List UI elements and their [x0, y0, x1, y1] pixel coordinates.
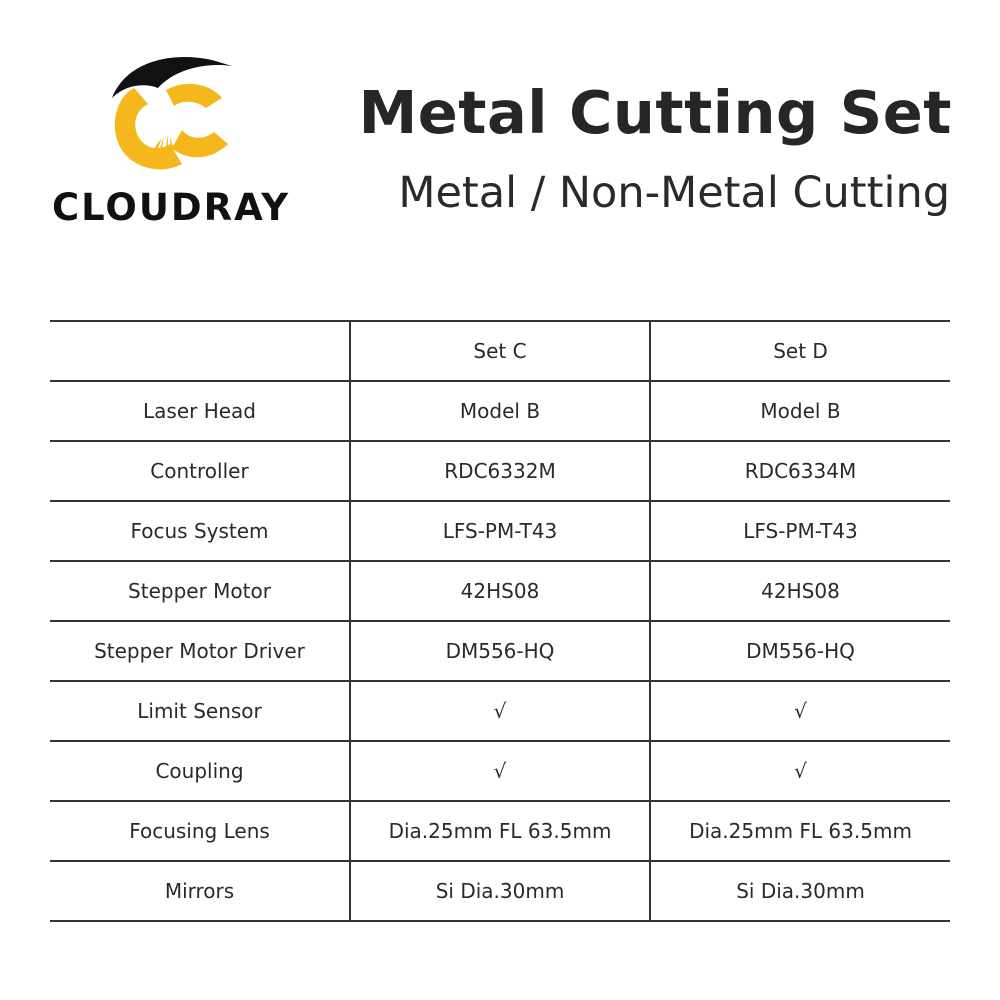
table-row	[50, 801, 950, 861]
table-header-row	[50, 321, 950, 381]
cell-set-c: Si Dia.30mm	[350, 861, 650, 921]
table-row	[50, 501, 950, 561]
cloudray-logo-icon	[104, 48, 244, 173]
row-label: Focusing Lens	[50, 801, 350, 861]
row-label: Focus System	[50, 501, 350, 561]
page-subtitle: Metal / Non-Metal Cutting	[398, 168, 950, 218]
cell-set-d: RDC6334M	[650, 441, 950, 501]
table-row	[50, 681, 950, 741]
row-label: Stepper Motor Driver	[50, 621, 350, 681]
table-row	[50, 441, 950, 501]
column-header-label	[50, 321, 350, 381]
cell-set-d: Model B	[650, 381, 950, 441]
cell-set-d: Si Dia.30mm	[650, 861, 950, 921]
cell-set-c: 42HS08	[350, 561, 650, 621]
spec-table	[50, 320, 950, 922]
row-label: Mirrors	[50, 861, 350, 921]
cell-set-c: RDC6332M	[350, 441, 650, 501]
cell-set-d: LFS-PM-T43	[650, 501, 950, 561]
cell-set-d: √	[650, 681, 950, 741]
table-row	[50, 741, 950, 801]
row-label: Limit Sensor	[50, 681, 350, 741]
cell-set-d: 42HS08	[650, 561, 950, 621]
cell-set-c: √	[350, 681, 650, 741]
cell-set-d: DM556-HQ	[650, 621, 950, 681]
cell-set-c: Dia.25mm FL 63.5mm	[350, 801, 650, 861]
row-label: Stepper Motor	[50, 561, 350, 621]
column-header-set-c: Set C	[350, 321, 650, 381]
brand-wordmark: CLOUDRAY	[52, 186, 290, 229]
cell-set-c: LFS-PM-T43	[350, 501, 650, 561]
row-label: Laser Head	[50, 381, 350, 441]
table-row	[50, 561, 950, 621]
brand-logo	[48, 48, 308, 233]
cell-set-d: √	[650, 741, 950, 801]
row-label: Coupling	[50, 741, 350, 801]
cell-set-c: Model B	[350, 381, 650, 441]
page-title: Metal Cutting Set	[358, 78, 952, 147]
table-row	[50, 381, 950, 441]
cell-set-d: Dia.25mm FL 63.5mm	[650, 801, 950, 861]
table-row	[50, 861, 950, 921]
table-row	[50, 621, 950, 681]
cell-set-c: DM556-HQ	[350, 621, 650, 681]
column-header-set-d: Set D	[650, 321, 950, 381]
row-label: Controller	[50, 441, 350, 501]
cell-set-c: √	[350, 741, 650, 801]
